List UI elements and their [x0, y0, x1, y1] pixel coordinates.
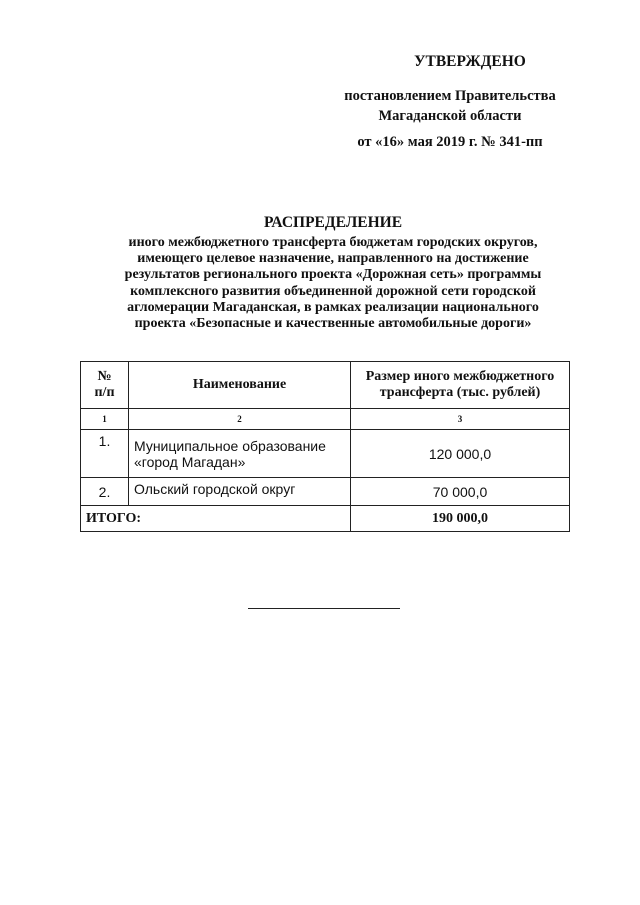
row-num: 2.: [81, 478, 129, 506]
column-number: 3: [351, 409, 570, 430]
header-num-line1: №: [97, 369, 112, 384]
header-amount-line2: трансферта (тыс. рублей): [379, 385, 541, 400]
document-title: РАСПРЕДЕЛЕНИЕ: [263, 214, 403, 231]
table-row: [81, 430, 570, 478]
subtitle-line: комплексного развития объединенной дорожной сети городской: [130, 283, 536, 299]
row-name-line1: Муниципальное образование: [134, 437, 326, 454]
approval-stamp: [330, 52, 570, 152]
document-heading: [96, 214, 570, 332]
table-header-row: [81, 362, 570, 409]
subtitle-line: иного межбюджетного трансферта бюджетам городских округов,: [128, 235, 538, 250]
row-name-line2: «город Магадан»: [134, 453, 246, 470]
header-name: Наименование: [129, 362, 351, 409]
total-amount: 190 000,0: [351, 506, 570, 532]
row-num: 1.: [81, 430, 129, 478]
approval-heading: УТВЕРЖДЕНО: [414, 53, 526, 70]
header-amount-line1: Размер иного межбюджетного: [365, 369, 555, 384]
row-name: [129, 430, 351, 478]
row-name: Ольский городской округ: [129, 478, 351, 506]
header-num: [81, 362, 129, 409]
header-num-line2: п/п: [94, 385, 115, 400]
column-number: 1: [81, 409, 129, 430]
distribution-table: [80, 361, 570, 532]
subtitle-line: имеющего целевое назначение, направленного на достижение: [137, 251, 529, 267]
total-row: [81, 506, 570, 532]
header-amount: [351, 362, 570, 409]
row-amount: 70 000,0: [351, 478, 570, 506]
total-label: ИТОГО:: [81, 506, 351, 532]
approval-line-3: от «16» мая 2019 г. № 341-пп: [357, 134, 543, 150]
subtitle-line: агломерации Магаданская, в рамках реализации национального: [127, 299, 539, 315]
document-subtitle: [96, 235, 570, 332]
column-number-row: [81, 409, 570, 430]
approval-line-2: Магаданской области: [378, 108, 522, 124]
subtitle-line: проекта «Безопасные и качественные автомобильные дороги»: [134, 316, 532, 332]
approval-line-1: постановлением Правительства: [344, 88, 556, 104]
row-amount: 120 000,0: [351, 430, 570, 478]
column-number: 2: [129, 409, 351, 430]
table-row: [81, 478, 570, 506]
subtitle-line: результатов регионального проекта «Дорожная сеть» программы: [124, 267, 542, 283]
closing-rule: [248, 608, 400, 609]
